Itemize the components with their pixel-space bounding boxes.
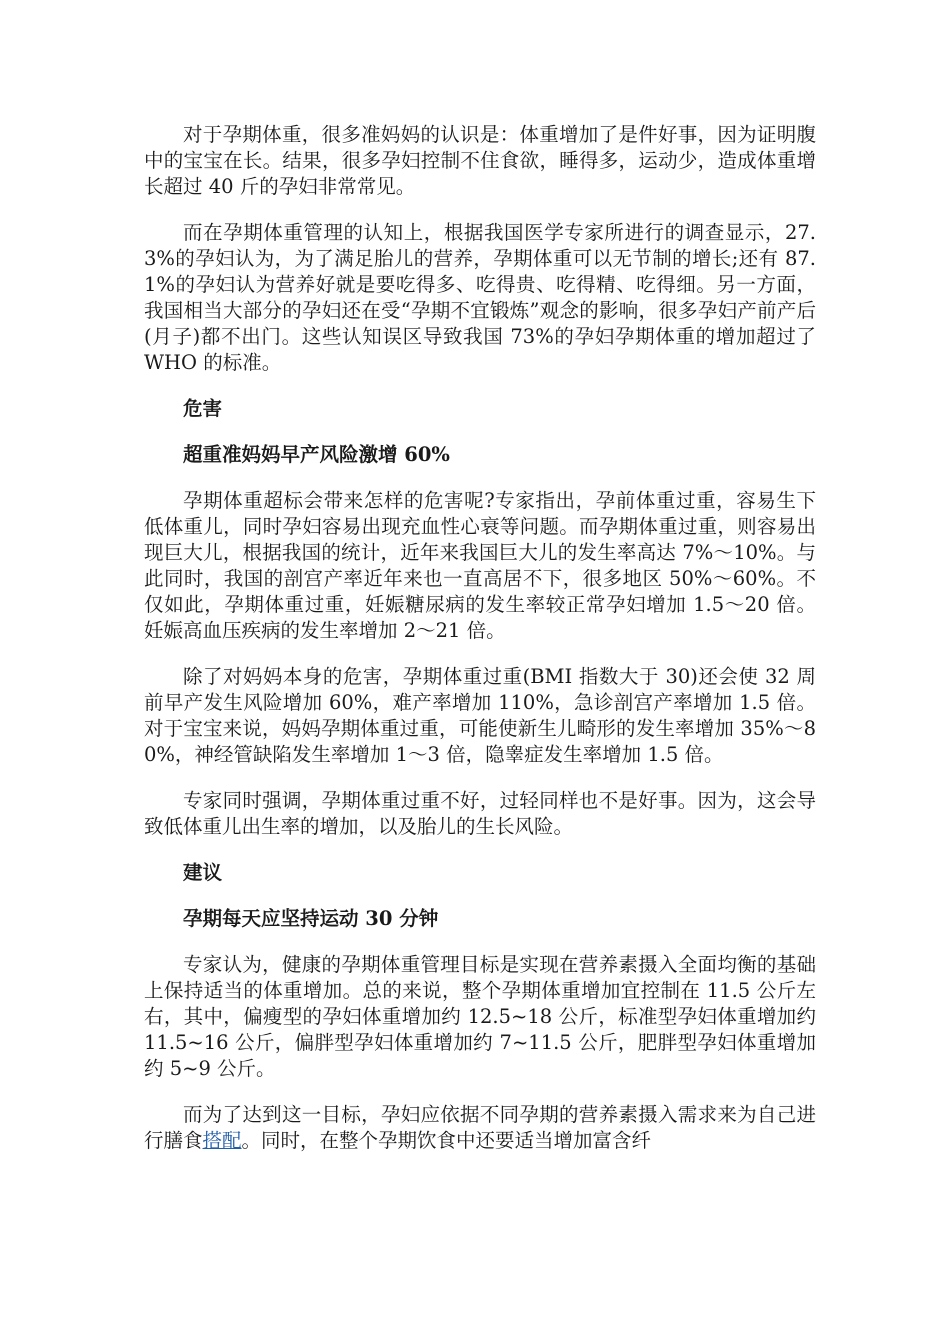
diet-text-before: 而为了达到这一目标，孕妇应依据不同孕期的营养素摄入需求来为自己进行膳食	[144, 1103, 816, 1152]
paragraph-diet	[144, 1102, 816, 1154]
paragraph-harm-details: 孕期体重超标会带来怎样的危害呢?专家指出，孕前体重过重，容易生下低体重儿，同时孕妇容易出现充血性心衰等问题。而孕期体重过重，则容易出现巨大儿，根据我国的统计，近年来我国巨大儿的发生率高达 7%～10%。与此同时，我国的剖宫产率近年来也一直高居不下，很多地区 50%～60%。不仅如此，孕期体重过重，妊娠糖尿病的发生率较正常孕妇增加 1.5～20 倍。妊娠高血压疾病的发生率增加 2～21 倍。	[144, 489, 816, 642]
paragraph-weight-goals: 专家认为，健康的孕期体重管理目标是实现在营养素摄入全面均衡的基础上保持适当的体重增加。总的来说，整个孕期体重增加宜控制在 11.5 公斤左右，其中，偏瘦型的孕妇体重增加约 12.5~18 公斤，标准型孕妇体重增加约 11.5~16 公斤，偏胖型孕妇体重增加约 7~11.5 公斤，肥胖型孕妇体重增加约 5~9 公斤。	[144, 953, 816, 1080]
paragraph-bmi-risks: 除了对妈妈本身的危害，孕期体重过重(BMI 指数大于 30)还会使 32 周前早产发生风险增加 60%，难产率增加 110%，急诊剖宫产率增加 1.5 倍。对于宝宝来说，妈妈孕期体重过重，可能使新生儿畸形的发生率增加 35%～80%，神经管缺陷发生率增加 1～3 倍，隐睾症发生率增加 1.5 倍。	[144, 665, 816, 766]
paragraph-awareness: 而在孕期体重管理的认知上，根据我国医学专家所进行的调查显示，27.3%的孕妇认为，为了满足胎儿的营养，孕期体重可以无节制的增长;还有 87.1%的孕妇认为营养好就是要吃得多、吃得贵、吃得精、吃得细。另一方面，我国相当大部分的孕妇还在受“孕期不宜锻炼”观念的影响，很多孕妇产前产后(月子)都不出门。这些认知误区导致我国 73%的孕妇孕期体重的增加超过了 WHO 的标准。	[144, 221, 816, 374]
subheading-preterm-risk: 超重准妈妈早产风险激增 60%	[183, 443, 450, 466]
diet-link[interactable]: 搭配	[202, 1129, 242, 1152]
document-page	[144, 122, 816, 1174]
section-heading-harm: 危害	[183, 397, 223, 420]
paragraph-underweight: 专家同时强调，孕期体重过重不好，过轻同样也不是好事。因为，这会导致低体重儿出生率的增加，以及胎儿的生长风险。	[144, 789, 816, 838]
section-heading-advice: 建议	[183, 861, 223, 884]
diet-text-after: 。同时，在整个孕期饮食中还要适当增加富含纤	[241, 1129, 652, 1152]
subheading-exercise: 孕期每天应坚持运动 30 分钟	[183, 907, 439, 930]
paragraph-intro: 对于孕期体重，很多准妈妈的认识是：体重增加了是件好事，因为证明腹中的宝宝在长。结果，很多孕妇控制不住食欲，睡得多，运动少，造成体重增长超过 40 斤的孕妇非常常见。	[144, 123, 816, 198]
